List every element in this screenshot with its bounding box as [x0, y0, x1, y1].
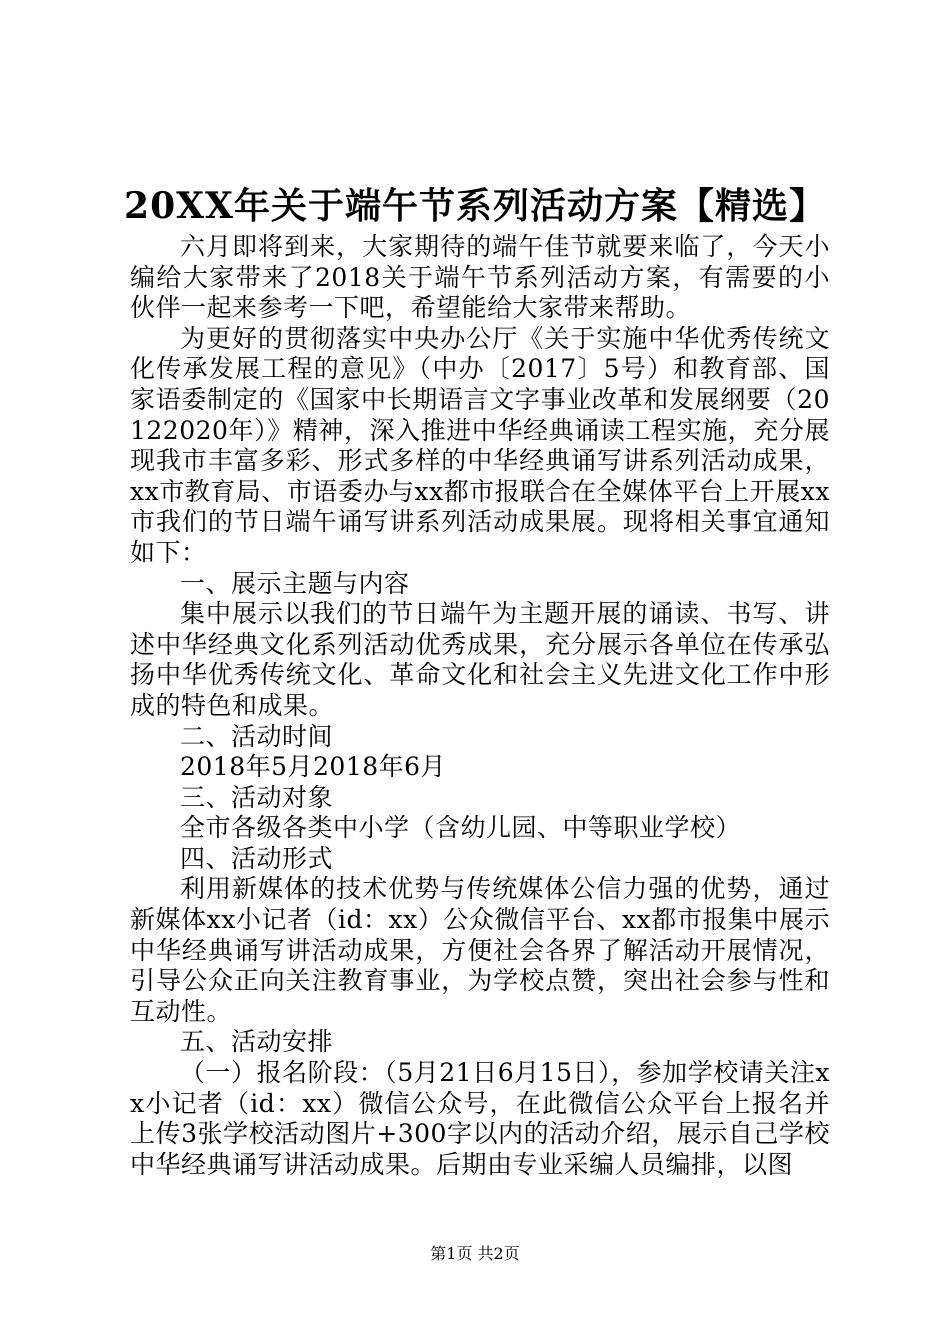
section-heading-target: 三、活动对象	[180, 782, 334, 812]
document-title: 20XX年关于端午节系列活动方案【精选】	[124, 185, 826, 227]
section-heading-theme: 一、展示主题与内容	[180, 568, 410, 598]
section-heading-schedule: 五、活动安排	[180, 1027, 334, 1057]
paragraph-schedule-registration: （一）报名阶段：（5月21日6月15日），参加学校请关注xx小记者（id：xx）微信公众号，在此微信公众平台上报名并上传3张学校活动图片+300字以内的活动介绍，展示自己学校中华经典诵写讲活动成果。后期由专业采编人员编排，以图	[130, 1058, 830, 1179]
paragraph-target: 全市各级各类中小学（含幼儿园、中等职业学校）	[180, 813, 742, 843]
document-body	[130, 232, 830, 1180]
section-heading-format: 四、活动形式	[180, 843, 334, 873]
paragraph-purpose: 为更好的贯彻落实中央办公厅《关于实施中华优秀传统文化传承发展工程的意见》（中办〔2017〕5号）和教育部、国家语委制定的《国家中长期语言文字事业改革和发展纲要（20122020年）》精神，深入推进中华经典诵读工程实施，充分展现我市丰富多彩、形式多样的中华经典诵写讲系列活动成果，xx市教育局、市语委办与xx都市报联合在全媒体平台上开展xx市我们的节日端午诵写讲系列活动成果展。现将相关事宜通知如下：	[130, 323, 830, 567]
section-heading-time: 二、活动时间	[180, 721, 334, 751]
page-footer: 第1页 共2页	[430, 1244, 520, 1263]
paragraph-format: 利用新媒体的技术优势与传统媒体公信力强的优势，通过新媒体xx小记者（id：xx）公众微信平台、xx都市报集中展示中华经典诵写讲活动成果，方便社会各界了解活动开展情况，引导公众正向关注教育事业，为学校点赞，突出社会参与性和互动性。	[130, 874, 830, 1026]
paragraph-time: 2018年5月2018年6月	[180, 752, 447, 782]
paragraph-theme: 集中展示以我们的节日端午为主题开展的诵读、书写、讲述中华经典文化系列活动优秀成果，充分展示各单位在传承弘扬中华优秀传统文化、革命文化和社会主义先进文化工作中形成的特色和成果。	[130, 599, 830, 720]
paragraph-intro: 六月即将到来，大家期待的端午佳节就要来临了，今天小编给大家带来了2018关于端午节系列活动方案，有需要的小伙伴一起来参考一下吧，希望能给大家带来帮助。	[130, 232, 830, 323]
